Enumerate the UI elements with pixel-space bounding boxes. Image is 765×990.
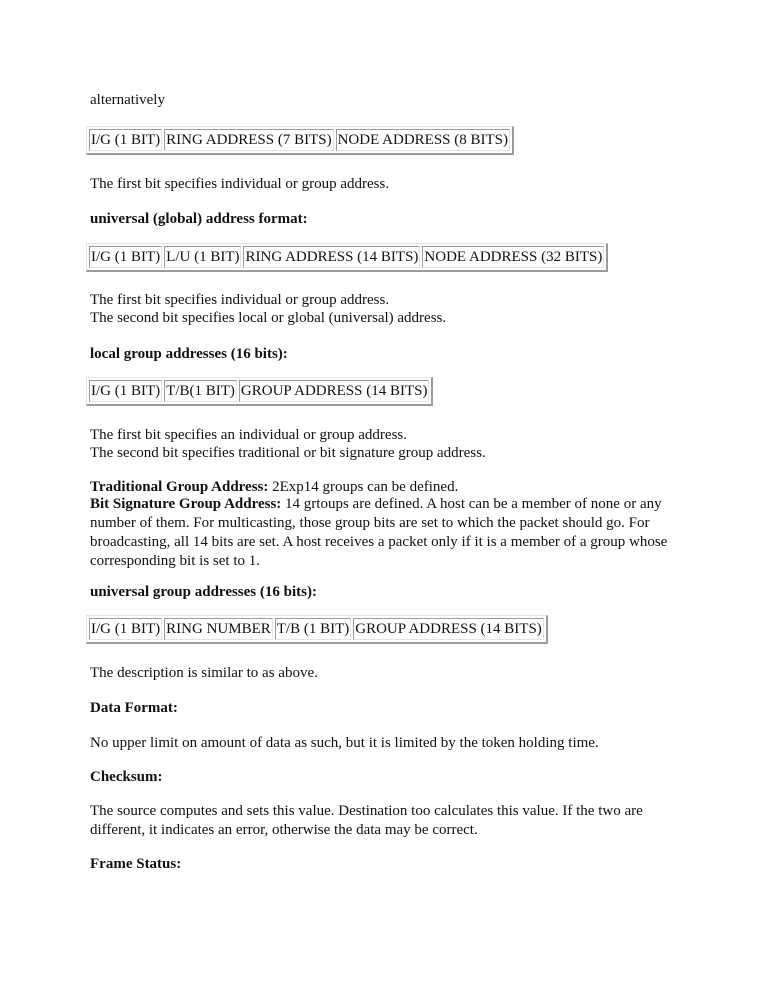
field-group-address: GROUP ADDRESS (14 BITS) xyxy=(239,380,430,402)
universal-note-1: The first bit specifies individual or group address. xyxy=(90,292,390,308)
field-ring-number: RING NUMBER xyxy=(164,618,273,640)
field-group-address: GROUP ADDRESS (14 BITS) xyxy=(353,618,544,640)
data-format-text: No upper limit on amount of data as such, but it is limited by the token holding time. xyxy=(90,735,599,751)
field-ring-address: RING ADDRESS (7 BITS) xyxy=(164,129,333,151)
field-node-address: NODE ADDRESS (8 BITS) xyxy=(336,129,510,151)
universal-group-table xyxy=(86,615,548,644)
traditional-label: Traditional Group Address: xyxy=(90,479,269,495)
universal-group-note: The description is similar to as above. xyxy=(90,665,318,681)
checksum-text: The source computes and sets this value. Destination too calculates this value. If the two are different, it indicates an error, otherwise the data may be correct. xyxy=(90,803,643,838)
local-address-alt-table xyxy=(86,126,514,155)
universal-address-heading: universal (global) address format: xyxy=(90,211,308,227)
local-group-table xyxy=(86,377,433,406)
intro-text: alternatively xyxy=(90,92,165,108)
frame-status-heading: Frame Status: xyxy=(90,856,182,872)
bit-signature-paragraph xyxy=(90,495,680,571)
field-ig: I/G (1 BIT) xyxy=(89,129,162,151)
universal-address-table xyxy=(86,243,608,272)
traditional-group-paragraph xyxy=(90,478,458,496)
field-ig: I/G (1 BIT) xyxy=(89,380,162,402)
local-group-note-2: The second bit specifies traditional or bit signature group address. xyxy=(90,445,486,461)
universal-group-heading: universal group addresses (16 bits): xyxy=(90,584,317,600)
field-ring-address: RING ADDRESS (14 BITS) xyxy=(243,246,420,268)
field-ig: I/G (1 BIT) xyxy=(89,246,162,268)
field-node-address: NODE ADDRESS (32 BITS) xyxy=(422,246,604,268)
field-tb: T/B (1 BIT) xyxy=(275,618,352,640)
traditional-text: 2Exp14 groups can be defined. xyxy=(268,479,459,495)
checksum-heading: Checksum: xyxy=(90,769,163,785)
field-tb: T/B(1 BIT) xyxy=(164,380,237,402)
bit-signature-label: Bit Signature Group Address: xyxy=(90,496,282,512)
field-ig: I/G (1 BIT) xyxy=(89,618,162,640)
local-group-heading: local group addresses (16 bits): xyxy=(90,346,288,362)
universal-note-2: The second bit specifies local or global (universal) address. xyxy=(90,310,447,326)
bit-signature-text: 14 grtoups are defined. A host can be a member of none or any number of them. For multicasting, those group bits are set to which the packet should go. For broadcasting, all 14 bits are set. A host receives a packet only if it is a member of a group whose corresponding bit is set to 1. xyxy=(90,496,668,569)
local-group-note-1: The first bit specifies an individual or group address. xyxy=(90,427,408,443)
field-lu: L/U (1 BIT) xyxy=(164,246,241,268)
data-format-heading: Data Format: xyxy=(90,700,178,716)
local-alt-note: The first bit specifies individual or group address. xyxy=(90,176,390,192)
